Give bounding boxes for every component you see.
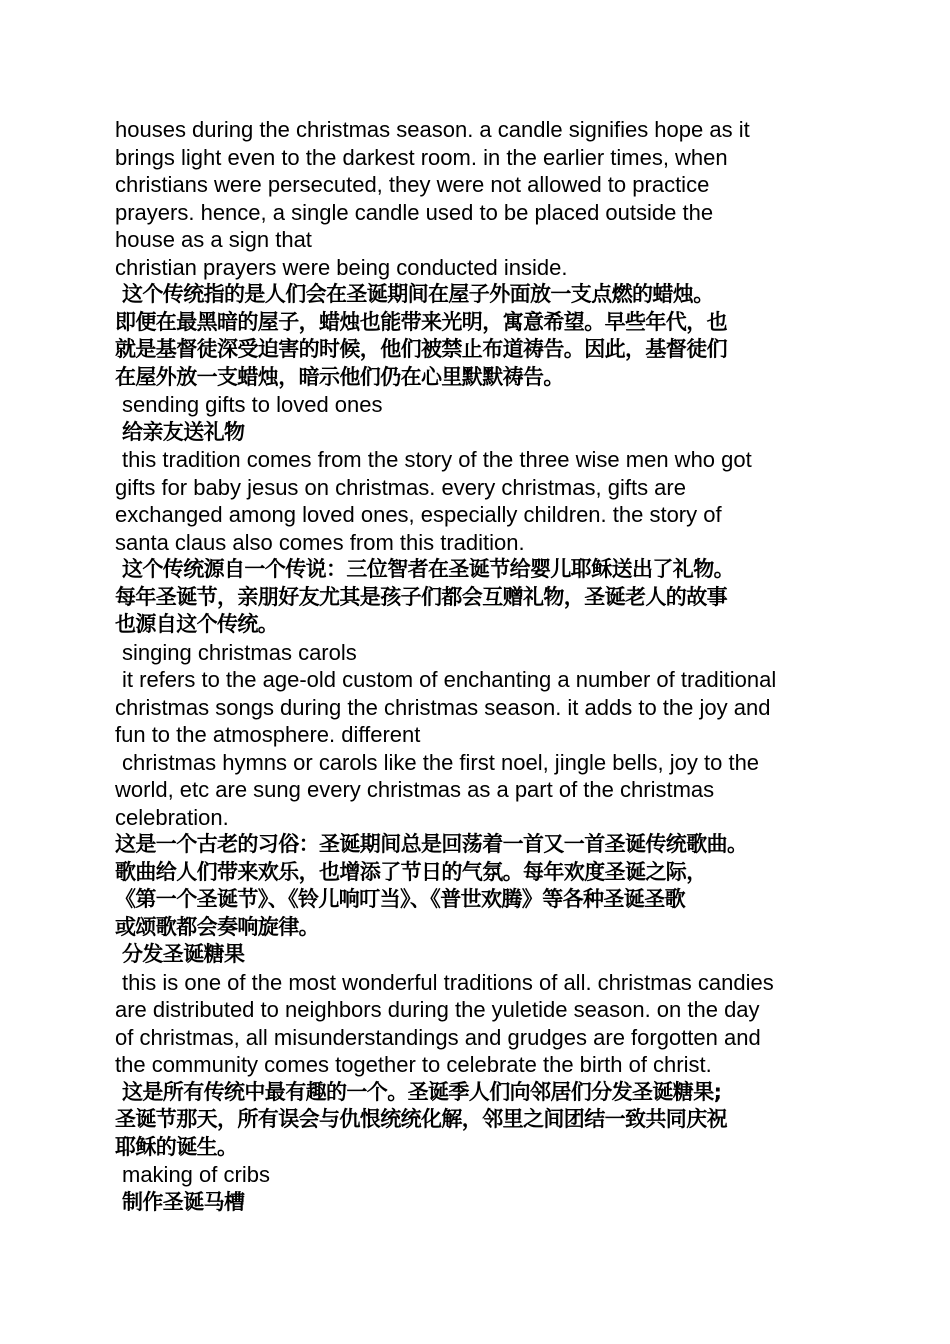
english-text-line: brings light even to the darkest room. in the earlier times, when <box>115 144 728 170</box>
chinese-text-line: 就是基督徒深受迫害的时候，他们被禁止布道祷告。因此，基督徒们 <box>115 337 727 361</box>
english-text-line: singing christmas carols <box>122 639 357 665</box>
chinese-text-line: 或颂歌都会奏响旋律。 <box>115 914 319 939</box>
english-text-line: christmas hymns or carols like the first noel, jingle bells, joy to the <box>122 749 760 775</box>
english-text-line: this tradition comes from the story of the three wise men who got <box>122 447 752 472</box>
english-text-line: world, etc are sung every christmas as a part of the christmas <box>115 777 715 802</box>
chinese-text-line: 分发圣诞糖果 <box>122 942 245 966</box>
english-text-line: this is one of the most wonderful traditions of all. christmas candies <box>122 969 774 995</box>
chinese-text-line: 每年圣诞节，亲朋好友尤其是孩子们都会互赠礼物，圣诞老人的故事 <box>115 584 727 609</box>
english-text-line: making of cribs <box>122 1162 270 1187</box>
chinese-text-line: 这是一个古老的习俗：圣诞期间总是回荡着一首又一首圣诞传统歌曲。 <box>115 832 748 856</box>
english-text-line: celebration. <box>115 804 229 830</box>
english-text-line: sending gifts to loved ones <box>122 392 383 417</box>
chinese-text-line: 这是所有传统中最有趣的一个。圣诞季人们向邻居们分发圣诞糖果; <box>122 1079 722 1104</box>
chinese-text-line: 也源自这个传统。 <box>115 612 279 636</box>
chinese-text-line: 圣诞节那天，所有误会与仇恨统统化解，邻里之间团结一致共同庆祝 <box>115 1107 727 1131</box>
chinese-text-line: 这个传统源自一个传说：三位智者在圣诞节给婴儿耶稣送出了礼物。 <box>122 557 734 581</box>
chinese-text-line: 即便在最黑暗的屋子，蜡烛也能带来光明，寓意希望。早些年代，也 <box>115 309 727 334</box>
chinese-text-line: 在屋外放一支蜡烛，暗示他们仍在心里默默祷告。 <box>115 364 564 389</box>
english-text-line: christmas songs during the christmas season. it adds to the joy and <box>115 694 771 720</box>
english-text-line: prayers. hence, a single candle used to be placed outside the <box>115 199 714 225</box>
chinese-text-line: 这个传统指的是人们会在圣诞期间在屋子外面放一支点燃的蜡烛。 <box>122 282 714 306</box>
chinese-text-line: 耶稣的诞生。 <box>115 1134 238 1159</box>
english-text-line: are distributed to neighbors during the yuletide season. on the day <box>115 997 760 1022</box>
document-body <box>115 116 840 1216</box>
english-text-line: christians were persecuted, they were not allowed to practice <box>115 172 710 197</box>
english-text-line: exchanged among loved ones, especially children. the story of <box>115 502 722 527</box>
english-text-line: the community comes together to celebrate the birth of christ. <box>115 1052 712 1077</box>
english-text-line: gifts for baby jesus on christmas. every christmas, gifts are <box>115 474 686 500</box>
english-text-line: of christmas, all misunderstandings and grudges are forgotten and <box>115 1024 761 1050</box>
chinese-text-line: 歌曲给人们带来欢乐，也增添了节日的气氛。每年欢度圣诞之际， <box>115 859 707 884</box>
english-text-line: christian prayers were being conducted inside. <box>115 254 568 280</box>
english-text-line: house as a sign that <box>115 227 312 252</box>
chinese-text-line: 给亲友送礼物 <box>122 419 245 444</box>
english-text-line: it refers to the age-old custom of enchanting a number of traditional <box>122 667 777 692</box>
english-text-line: fun to the atmosphere. different <box>115 722 421 747</box>
chinese-text-line: 制作圣诞马槽 <box>122 1189 245 1214</box>
english-text-line: houses during the christmas season. a candle signifies hope as it <box>115 117 750 142</box>
english-text-line: santa claus also comes from this tradition. <box>115 529 525 555</box>
chinese-text-line: 《第一个圣诞节》、《铃儿响叮当》、《普世欢腾》等各种圣诞圣歌 <box>115 887 685 911</box>
